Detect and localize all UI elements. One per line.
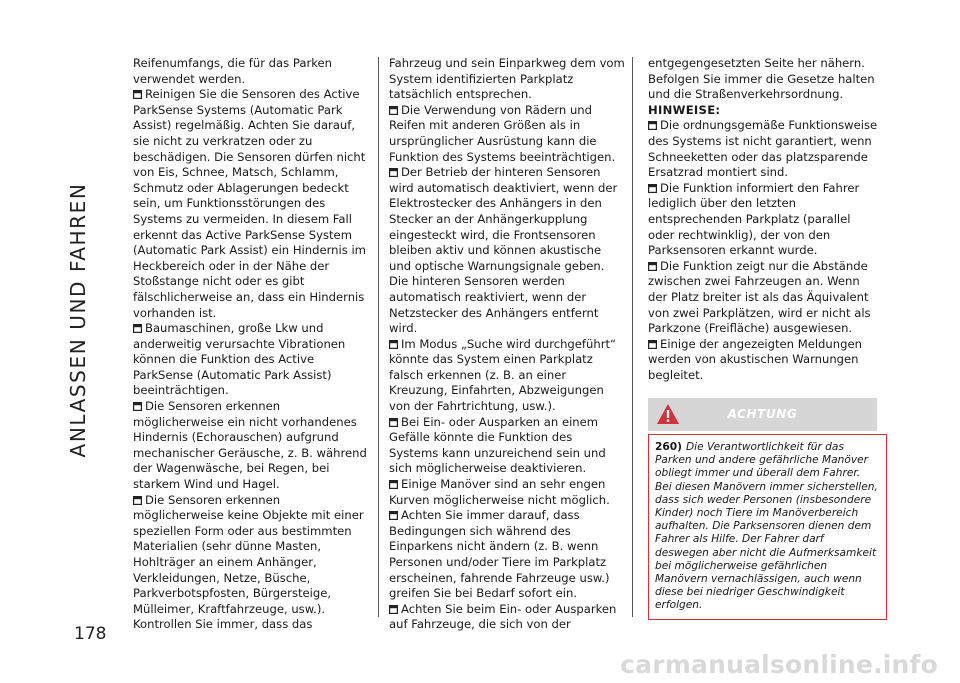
bullet-item (389, 165, 625, 337)
warning-text: Die Verantwortlichkeit für das Parken und andere gefährliche Manöver obliegt immer und überall dem Fahrer. Bei diesen Manövern immer sicherstellen, dass sich weder Personen (insbesondere Kinder) noch Tiere im Manöverbereich aufhalten. Die Parksensoren dienen dem Fahrer als Hilfe. Der Fahrer darf deswegen aber nicht die Aufmerksamkeit bei möglicherweise gefährlichen Manövern vernachlässigen, auch wenn diese bei niedriger Geschwindigkeit erfolgen. (655, 441, 878, 612)
bullet-item (389, 415, 625, 477)
bullet-text: Die Funktion zeigt nur die Abstände zwischen zwei Fahrzeugen an. Wenn der Platz breiter ist als das Äquivalent von zwei Parkplätzen, wird er nicht als Parkzone (Freifläche) ausgewiesen. (648, 258, 871, 336)
bullet-text: Die Verwendung von Rädern und Reifen mit anderen Größen als in ursprünglicher Ausrüstung kann die Funktion des Systems beeinträchtigen. (389, 102, 616, 164)
paragraph: Reifenumfangs, die für das Parken verwendet werden. (133, 56, 332, 86)
notes-heading: HINWEISE: (648, 102, 721, 117)
bullet-square-icon (648, 262, 657, 271)
bullet-text: Im Modus „Suche wird durchgeführt“ könnte das System einen Parkplatz falsch erkennen (z. B. an einer Kreuzung, Einfahrten, Abzweigungen von der Fahrtrichtung, usw.). (389, 336, 617, 414)
bullet-list (389, 103, 625, 633)
bullet-square-icon (133, 324, 142, 333)
paragraph: Fahrzeug und sein Einparkweg dem vom System identifizierten Parkplatz tatsächlich entsprechen. (389, 56, 625, 102)
bullet-item (389, 477, 625, 508)
bullet-square-icon (389, 605, 398, 614)
warning-box (648, 434, 887, 620)
bullet-text: Die Sensoren erkennen möglicherweise ein nicht vorhandenes Hindernis (Echorauschen) aufgrund mechanischer Geräusche, z. B. während der Wagenwäsche, bei Regen, bei starkem Wind und Hagel. (133, 399, 367, 492)
text-column-3 (648, 56, 878, 383)
warning-number: 260) (655, 441, 682, 453)
bullet-square-icon (389, 168, 398, 177)
column-divider (378, 57, 379, 617)
bullet-text: Die ordnungsgemäße Funktionsweise des Systems ist nicht garantiert, wenn Schneeketten oder das platzsparende Ersatzrad montiert sind. (648, 118, 878, 180)
warning-header (648, 398, 877, 431)
bullet-square-icon (389, 480, 398, 489)
bullet-text: Der Betrieb der hinteren Sensoren wird automatisch deaktiviert, wenn der Elektrostecker des Anhängers in den Stecker an der Anhängerkupplung eingesteckt wird, die Frontsensoren bleiben aktiv und können akustische und optische Warnungsignale geben. Die hinteren Sensoren werden automatisch reaktiviert, wenn der Netzstecker des Anhängers entfernt wird. (389, 165, 618, 336)
bullet-text: Baumaschinen, große Lkw und anderweitig verursachte Vibrationen können die Funktion des Active ParkSense (Automatic Park Assist) beeinträchtigen. (133, 321, 346, 398)
text-column-1 (133, 56, 369, 633)
bullet-item (133, 87, 369, 321)
column-divider (632, 57, 633, 617)
bullet-square-icon (648, 121, 657, 130)
warning-title: ACHTUNG (727, 407, 798, 421)
bullet-text: Einige Manöver sind an sehr engen Kurven möglicherweise nicht möglich. (389, 477, 610, 507)
bullet-text: Achten Sie beim Ein- oder Ausparken auf Fahrzeuge, die sich von der (389, 601, 617, 632)
bullet-text: Achten Sie immer darauf, dass Bedingungen sich während des Einparkens nicht ändern (z. B. wenn Personen und/oder Tiere im Parkplatz erscheinen, fahrende Fahrzeuge usw.) greifen Sie bei Bedarf sofort ein. (389, 508, 610, 601)
bullet-square-icon (133, 90, 142, 99)
bullet-list (648, 118, 878, 383)
bullet-square-icon (648, 340, 657, 349)
bullet-square-icon (133, 402, 142, 411)
bullet-square-icon (389, 511, 398, 520)
bullet-item (133, 321, 369, 399)
bullet-item (648, 259, 878, 337)
bullet-item (648, 118, 878, 180)
bullet-text: Die Sensoren erkennen möglicherweise keine Objekte mit einer speziellen Form oder aus bestimmten Materialien (sehr dünne Masten, Hohlträger an einem Anhänger, Verkleidungen, Netze, Büsche, Parkverbotspfosten, Bürgersteige, Mülleimer, Kraftfahrzeuge, usw.). Kontrollen Sie immer, dass das (133, 492, 364, 632)
bullet-item (389, 508, 625, 602)
bullet-item (648, 181, 878, 259)
bullet-item (389, 337, 625, 415)
bullet-text: Die Funktion informiert den Fahrer lediglich über den letzten entsprechenden Parkplatz (parallel oder rechtwinklig), der von den Parksensoren erkannt wurde. (648, 180, 860, 258)
bullet-list (133, 87, 369, 633)
bullet-square-icon (389, 340, 398, 349)
bullet-item (133, 399, 369, 493)
bullet-text: Bei Ein- oder Ausparken an einem Gefälle könnte die Funktion des Systems kann unzureichend sein und sich möglicherweise deaktivieren. (389, 414, 606, 476)
bullet-square-icon (648, 184, 657, 193)
bullet-item (389, 103, 625, 165)
text-column-2 (389, 56, 625, 633)
chapter-title: ANLASSEN UND FAHREN (66, 182, 90, 458)
bullet-square-icon (133, 496, 142, 505)
page-number: 178 (74, 624, 107, 644)
bullet-square-icon (389, 106, 398, 115)
bullet-item (389, 602, 625, 633)
bullet-text: Reinigen Sie die Sensoren des Active ParkSense Systems (Automatic Park Assist) regelmäßig. Achten Sie darauf, sie nicht zu verkratzen oder zu beschädigen. Die Sensoren dürfen nicht von Eis, Schnee, Matsch, Schlamm, Schmutz oder Ablagerungen bedeckt sein, um Funktionsstörungen des Systems zu vermeiden. In diesem Fall erkennt das Active ParkSense System (Automatic Park Assist) ein Hindernis im Heckbereich oder in der Nähe der Stoßstange nicht oder es gibt fälschlicherweise an, dass ein Hindernis vorhanden ist. (133, 87, 366, 320)
paragraph: entgegengesetzten Seite her nähern. Befolgen Sie immer die Gesetze halten und die Straßenverkehrsordnung. (648, 56, 875, 102)
bullet-text: Einige der angezeigten Meldungen werden von akustischen Warnungen begleitet. (648, 336, 862, 382)
bullet-item (133, 493, 369, 633)
watermark: carmanualsonline.info (620, 650, 938, 679)
bullet-square-icon (389, 418, 398, 427)
bullet-item (648, 337, 878, 384)
